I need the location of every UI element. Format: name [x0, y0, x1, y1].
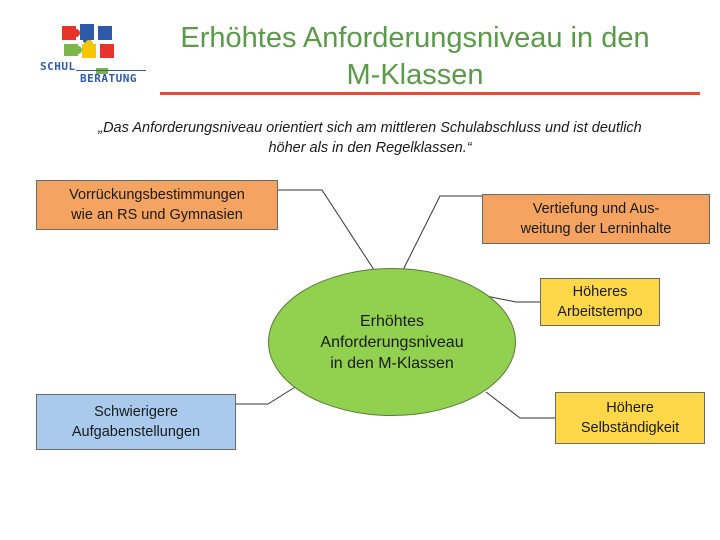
- node-independence: [555, 392, 705, 444]
- connector-independence: [486, 392, 555, 418]
- quote-text: „Das Anforderungsniveau orientiert sich am mittleren Schulabschluss und ist deutlich höher als in den Regelklassen.“: [98, 120, 642, 156]
- logo-text-beratung: BERATUNG: [80, 72, 137, 85]
- node-promotion-rules-label: Vorrückungsbestimmungen wie an RS und Gymnasien: [69, 187, 245, 223]
- node-content-depth-label: Vertiefung und Aus- weitung der Lerninhalte: [520, 201, 672, 237]
- central-node-label: Erhöhtes Anforderungsniveau in den M-Klassen: [320, 312, 464, 372]
- node-promotion-rules: [36, 180, 278, 230]
- node-independence-label: Höhere Selbständigkeit: [580, 400, 680, 436]
- node-harder-tasks-label: Schwierigere Aufgabenstellungen: [71, 404, 201, 440]
- node-work-pace: [540, 278, 660, 326]
- node-content-depth: [482, 194, 710, 244]
- node-harder-tasks: [36, 394, 236, 450]
- connector-depth: [400, 196, 482, 276]
- central-node: [268, 268, 516, 416]
- node-work-pace-label: Höheres Arbeitstempo: [557, 284, 643, 320]
- connector-tasks: [236, 384, 300, 404]
- connector-rules: [278, 190, 378, 276]
- page-title: Erhöhtes Anforderungsniveau in den M-Klassen: [180, 22, 650, 91]
- logo-text-schul: SCHUL: [40, 60, 76, 73]
